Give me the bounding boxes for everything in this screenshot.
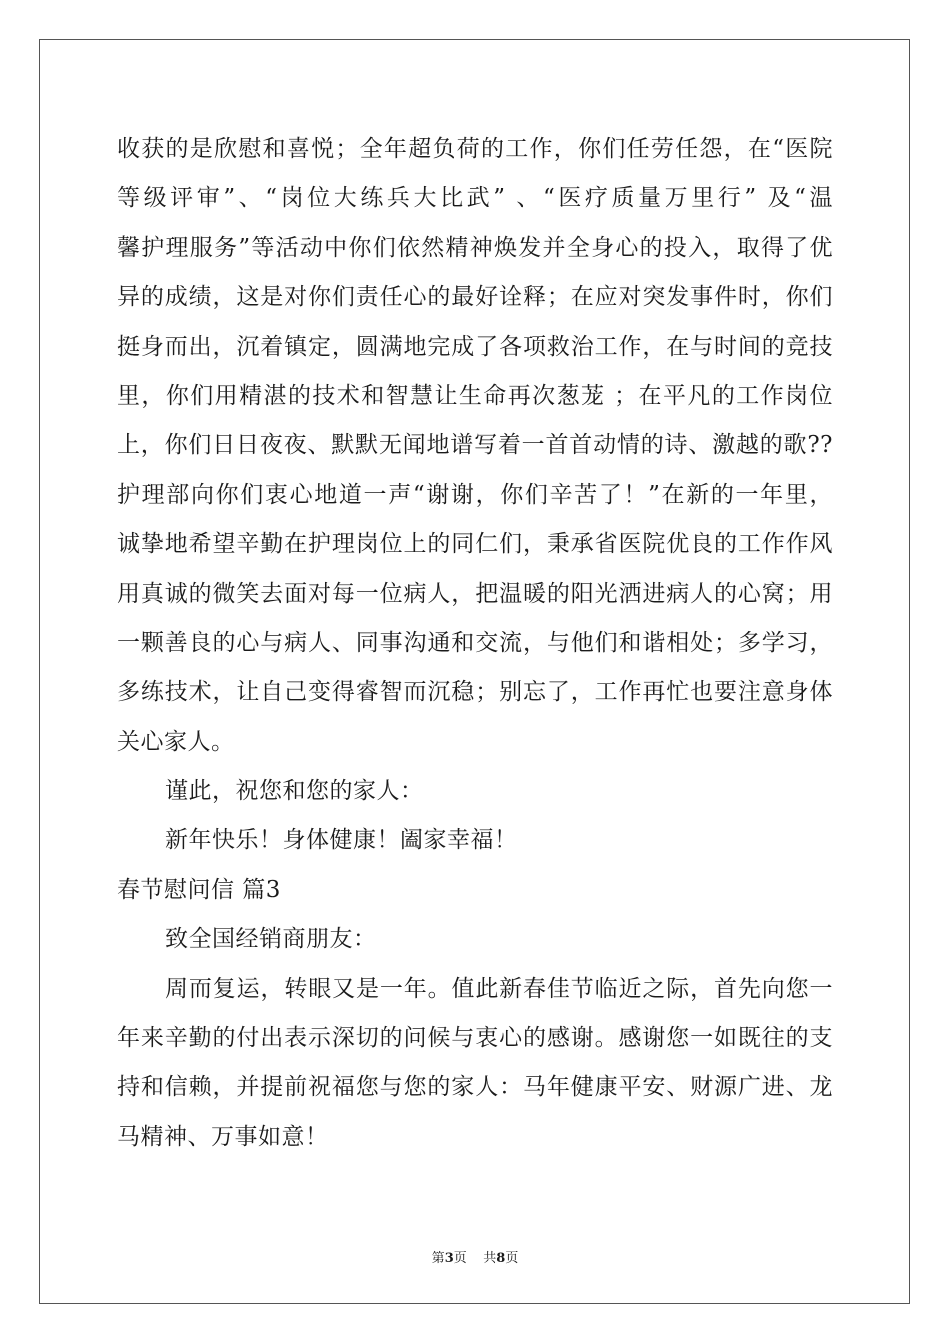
page-mid: 页 共 [453,1251,497,1266]
current-page-number: 3 [444,1251,454,1266]
document-body [117,125,833,1162]
text-line: 诚挚地希望辛勤在护理岗位上的同仁们，秉承省医院优良的工作作风 [117,531,833,558]
text-line: 收获的是欣慰和喜悦；全年超负荷的工作，你们任劳任怨，在“医院 [117,136,833,162]
text-line: 上，你们日日夜夜、默默无闻地谱写着一首首动情的诗、激越的歌?? [117,432,833,459]
text-line: 周而复运，转眼又是一年。值此新春佳节临近之际，首先向您一 [165,975,833,1002]
closing-line: 谨此，祝您和您的家人： [165,778,424,805]
page-suffix: 页 [505,1251,519,1266]
page-footer [0,1247,950,1266]
text-line: 用真诚的微笑去面对每一位病人，把温暖的阳光洒进病人的心窝；用 [117,580,833,607]
text-line: 馨护理服务”等活动中你们依然精神焕发并全身心的投入，取得了优 [117,234,833,261]
text-line: 持和信赖，并提前祝福您与您的家人：马年健康平安、财源广进、龙 [117,1074,833,1101]
total-page-number: 8 [496,1251,506,1266]
section-heading: 春节慰问信 篇3 [117,876,281,903]
text-line: 等级评审”、“岗位大练兵大比武” 、“医疗质量万里行” 及“温 [117,185,833,212]
text-line: 护理部向你们衷心地道一声“谢谢，你们辛苦了！”在新的一年里， [117,481,833,508]
salutation-line: 致全国经销商朋友： [165,926,377,953]
text-line: 年来辛勤的付出表示深切的问候与衷心的感谢。感谢您一如既往的支 [117,1025,833,1052]
text-line: 关心家人。 [117,728,235,755]
text-line: 一颗善良的心与病人、同事沟通和交流，与他们和谐相处；多学习， [117,629,833,656]
text-line: 异的成绩，这是对你们责任心的最好诠释；在应对突发事件时，你们 [117,284,833,311]
text-line: 挺身而出，沉着镇定，圆满地完成了各项救治工作，在与时间的竞技 [117,333,833,360]
text-line: 里，你们用精湛的技术和智慧让生命再次葱茏 ；在平凡的工作岗位 [117,382,833,409]
page-prefix: 第 [431,1251,445,1266]
greeting-line: 新年快乐！身体健康！阖家幸福！ [165,827,518,854]
text-line: 多练技术，让自己变得睿智而沉稳；别忘了，工作再忙也要注意身体 [117,679,833,706]
text-line: 马精神、万事如意！ [117,1123,329,1150]
